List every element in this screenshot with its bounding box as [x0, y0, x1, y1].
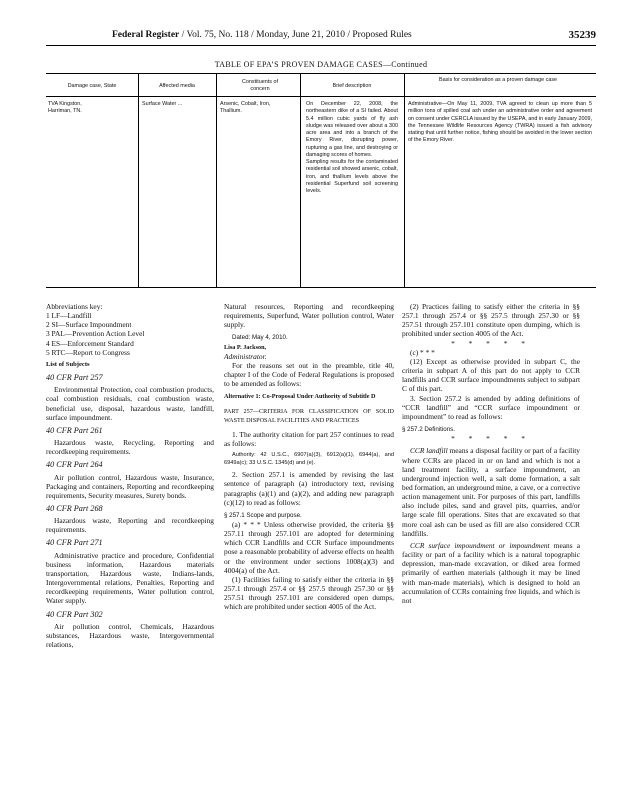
cell-description [306, 101, 398, 195]
body-paragraph: (12) Except as otherwise provided in subpart C, the criteria in subpart A of this part do not apply to CCR landfills and CCR surface impoundments subject to subpart C of this part. [402, 356, 580, 394]
description-text: On December 22, 2008, the northeastern dike of a SI failed. About 5.4 million cubic yards of fly ash sludge was released over about a 300 acre area and into a branch of the Emory River, disrupting power, rupturing a gas line, and destroying or damaging scores of homes. [306, 101, 398, 158]
cfr-heading: 40 CFR Part 264 [46, 460, 103, 470]
column-header: Basis for consideration as a proven damage case [438, 77, 558, 83]
subject-terms: Environmental Protection, coal combustion products, coal combustion residuals, coal combustion waste, beneficial use, disposal, hazardous waste, landfill, surface impoundment. [46, 385, 214, 422]
publication-line [112, 30, 412, 40]
list-of-subjects-title: List of Subjects [46, 360, 90, 368]
authority-citation: Authority: 42 U.S.C., 6907(a)(3), 6912(a)(1), 6944(a), and 6949a(c); 33 U.S.C. 1345(d) and (e). [224, 452, 394, 467]
column-divider [138, 74, 139, 287]
cfr-heading: 40 CFR Part 302 [46, 609, 103, 619]
signer-name: Lisa P. Jackson, [224, 343, 267, 351]
body-paragraph: 3. Section 257.2 is amended by adding definitions of “CCR landfill” and “CCR surface impoundment or impoundment” to read as follows: [402, 393, 580, 421]
cell-basis: Administrative—On May 11, 2009, TVA agreed to clean up more than 5 million tons of spilled coal ash under an administrative order and agreement on consent under CERCLA issued by the USEPA, and in early January 2009, the Tennessee Wildlife Resources Agency (TWRA) issued a fish advisory stating that until further notice, fishing should be avoided in the lower section of the Emory River. [408, 101, 592, 144]
defined-term: CCR surface impoundment or impoundment [410, 540, 550, 550]
body-paragraph: (a) * * * Unless otherwise provided, the criteria §§ 257.11 through 257.101 are adopted for determining which CCR Landfills and CCR Surface impoundments pose a reasonable probability of adverse effects on health or the environment under sections 1008(a)(3) and 4004(a) of the Act. [224, 519, 394, 575]
cfr-heading: 40 CFR Part 268 [46, 503, 103, 513]
abbreviation-item: 4 ES—Enforcement Standard [46, 338, 134, 348]
ellipsis-stars: * * * * * [451, 434, 531, 444]
cell-affected-media: Surface Water ... [142, 101, 183, 107]
body-paragraph: (2) Practices failing to satisfy either the criteria in §§ 257.1 through 257.4 or §§ 257.5 through 257.30 or §§ 257.51 through 257.101 constitute open dumping, which is prohibited under section 4005 of the Act. [402, 302, 580, 339]
part-heading: PART 257—CRITERIA FOR CLASSIFICATION OF SOLID WASTE DISPOSAL FACILITIES AND PRACTICES [224, 407, 394, 424]
section-heading: § 257.2 Definitions. [402, 426, 455, 434]
subject-terms: Hazardous waste, Recycling, Reporting and recordkeeping requirements. [46, 438, 214, 457]
publication-name: Federal Register [112, 30, 180, 40]
body-paragraph: (1) Facilities failing to satisfy either the criteria in §§ 257.1 through 257.4 or §§ 257.5 through 257.30 or §§ 257.51 through 257.101 are considered open dumps, which are prohibited under section 4005 of the Act. [224, 574, 394, 612]
column-3 [402, 302, 580, 605]
abbreviation-item: 5 RTC—Report to Congress [46, 347, 130, 357]
section-heading: § 257.1 Scope and purpose. [224, 511, 302, 519]
abbreviation-item: 3 PAL—Prevention Action Level [46, 329, 145, 339]
column-header: Brief description [332, 83, 372, 89]
cfr-heading: 40 CFR Part 271 [46, 538, 103, 548]
subject-terms: Air pollution control, Chemicals, Hazardous substances, Hazardous waste, Intergovernmental relations, [46, 621, 214, 649]
subject-terms-continued: Natural resources, Reporting and recordkeeping requirements, Superfund, Water pollution control, Water supply. [224, 302, 394, 330]
subject-terms: Air pollution control, Hazardous waste, Insurance, Packaging and containers, Reporting and recordkeeping requirements, Security measures, Surety bonds. [46, 472, 214, 500]
column-header: Constituents of concern [242, 79, 278, 92]
column-divider [404, 74, 405, 287]
definition-ccr-landfill [402, 446, 580, 538]
definition-text: means a facility or part of a facility which is a natural topographic depression, man-made excavation, or diked area formed primarily of earthen materials (although it may be lined with man-made materials), which is designed to hold an accumulation of CCRs containing free liquids, and which is not [402, 540, 581, 605]
column-1 [46, 302, 214, 649]
description-text-2: Sampling results for the contaminated residential soil showed arsenic, cobalt, iron, and thallium levels above the residential Superfund soil screening levels. [306, 159, 398, 194]
column-2 [224, 302, 394, 612]
body-paragraph: (c) * * * [410, 347, 435, 357]
subject-terms: Administrative practice and procedure, Confidential business information, Hazardous materials transportation, Hazardous waste, Indians-lands, Intergovernmental relations, Penalties, Reporting and recordkeeping requirements, Water pollution control, Water supply. [46, 550, 214, 606]
defined-term: CCR landfill [410, 446, 448, 456]
ellipsis-stars: * * * * * [451, 338, 531, 348]
signer-title: Administrator. [224, 351, 267, 361]
column-header: Damage case, State [67, 83, 117, 89]
definition-text: means a disposal facility or part of a facility where CCRs are placed in or on land and which is not a land treatment facility, a surface impoundment, an underground injection well, a salt dome formation, a salt bed formation, an underground mine, a cave, or a corrective action management unit. For purposes of this part, landfills also include piles, sand and gravel pits, quarries, and/or large scale fill operations. Sites that are excavated so that more coal ash can be used as fill are also considered CCR landfills. [402, 446, 580, 538]
abbreviation-item: 2 SI—Surface Impoundment [46, 320, 132, 330]
cell-constituents: Arsenic, Cobalt, Iron, Thallium. [220, 101, 271, 115]
header-rule [46, 45, 596, 46]
column-header: Affected media [159, 83, 195, 89]
table-caption: TABLE OF EPA’S PROVEN DAMAGE CASES—Continued [214, 60, 428, 69]
cfr-heading: 40 CFR Part 257 [46, 373, 103, 383]
body-paragraph: For the reasons set out in the preamble, title 40, chapter I of the Code of Federal Regulations is proposed to be amended as follows: [224, 360, 394, 389]
subject-terms: Hazardous waste, Reporting and recordkeeping requirements. [46, 516, 214, 535]
alternative-heading: Alternative 1: Co-Proposal Under Authority of Subtitle D [224, 393, 376, 401]
dated-line: Dated: May 4, 2010. [232, 334, 288, 342]
page-number: 35239 [568, 29, 596, 41]
column-divider [300, 74, 301, 287]
damage-cases-table [46, 73, 596, 288]
cfr-heading: 40 CFR Part 261 [46, 425, 103, 435]
running-header [112, 30, 596, 44]
cell-damage-case: TVA Kingston, Harriman, TN. [48, 101, 82, 115]
definition-ccr-surface-impoundment [402, 541, 580, 605]
issue-info: / Vol. 75, No. 118 / Monday, June 21, 2010 / Proposed Rules [181, 30, 412, 40]
body-paragraph: 2. Section 257.1 is amended by revising the last sentence of paragraph (a) introductory text, revising paragraphs (a)(1) and (a)(2), and adding new paragraph (c)(12) to read as follows: [224, 470, 394, 507]
column-divider [216, 74, 217, 287]
body-paragraph: 1. The authority citation for part 257 continues to read as follows: [224, 429, 394, 449]
abbreviation-item: 1 LF—Landfill [46, 311, 92, 321]
abbreviations-title: Abbreviations key: [46, 302, 103, 311]
